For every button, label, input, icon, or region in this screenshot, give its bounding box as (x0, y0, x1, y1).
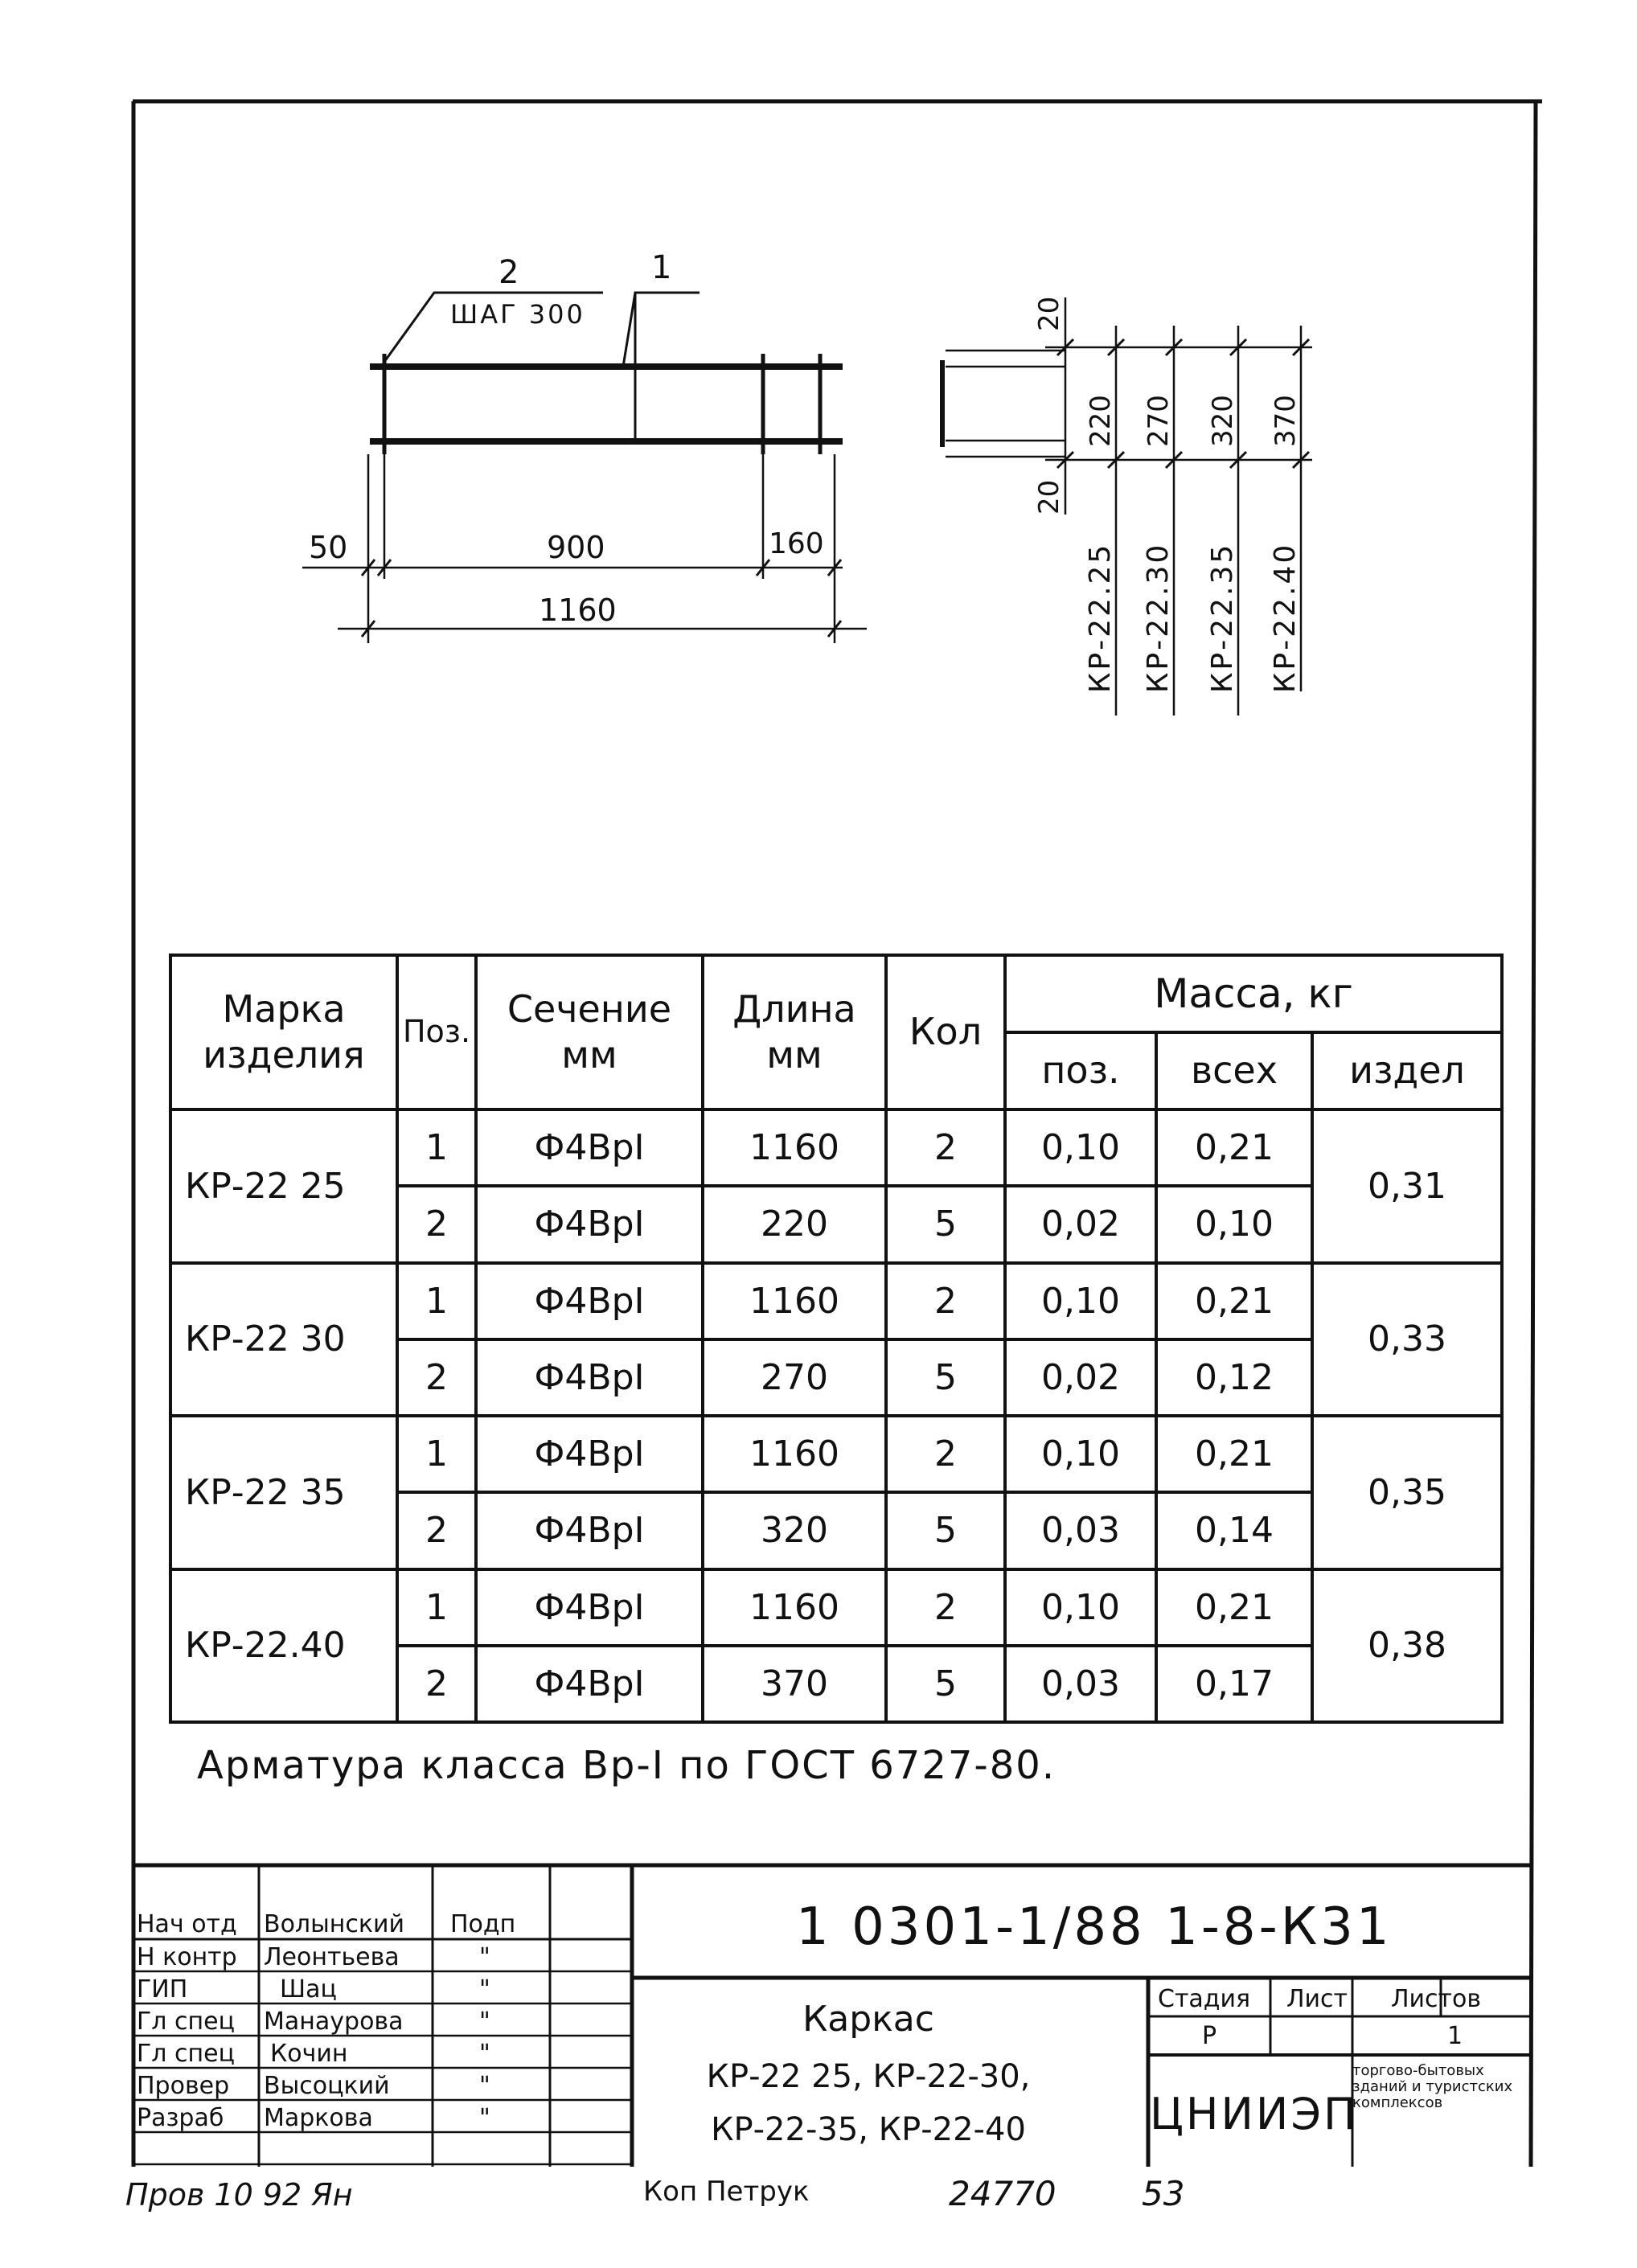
stage-value: Р (1202, 2022, 1217, 2050)
cell-mark: КР-22 25 (170, 1109, 397, 1263)
footer-checked: Пров 10 92 Ян (125, 2177, 353, 2213)
cell-mass-pos: 0,03 (1005, 1492, 1156, 1569)
cell-mass-all: 0,14 (1156, 1492, 1312, 1569)
cell-mark: КР-22 35 (170, 1416, 397, 1569)
cell-mass-all: 0,21 (1156, 1569, 1312, 1646)
signer-name: Шац (280, 1975, 337, 2003)
pitch-label: ШАГ 300 (450, 299, 585, 330)
header-mass: Масса, кг (1005, 955, 1502, 1032)
footer-page: 53 (1142, 2174, 1185, 2213)
cell-section: Ф4ВрI (476, 1646, 703, 1722)
cell-qty: 5 (886, 1186, 1005, 1262)
signer-sign: " (479, 1975, 490, 2003)
leader-label-pos2: 2 (498, 254, 519, 291)
cell-mass-item: 0,35 (1312, 1416, 1502, 1569)
header-qty: Кол (886, 955, 1005, 1109)
cell-mark: КР-22.40 (170, 1569, 397, 1723)
cell-pos: 2 (397, 1339, 476, 1416)
cell-pos: 2 (397, 1646, 476, 1722)
organization-logo: ЦНИИЭП (1150, 2089, 1359, 2139)
dim-total: 1160 (539, 593, 617, 628)
document-code: 1 0301-1/88 1-8-К31 (796, 1897, 1393, 1957)
cell-mass-all: 0,21 (1156, 1263, 1312, 1339)
cell-qty: 5 (886, 1646, 1005, 1722)
footer-copy: Коп Петрук (643, 2176, 810, 2208)
cell-mass-all: 0,17 (1156, 1646, 1312, 1722)
signer-sign: " (479, 2008, 490, 2036)
cell-mass-all: 0,10 (1156, 1186, 1312, 1262)
cell-mass-pos: 0,10 (1005, 1109, 1156, 1186)
signer-sign: " (479, 2040, 490, 2068)
section-height-30: 270 (1143, 395, 1175, 447)
section-height-25: 220 (1085, 395, 1117, 447)
document-subtitle-2: КР-22-35, КР-22-40 (711, 2111, 1026, 2148)
cell-pos: 2 (397, 1492, 476, 1569)
header-mark: Марка изделия (170, 955, 397, 1109)
cell-section: Ф4ВрI (476, 1492, 703, 1569)
cell-qty: 5 (886, 1339, 1005, 1416)
section-height-35: 320 (1207, 395, 1239, 447)
stage-header: Стадия (1158, 1985, 1251, 2013)
cell-pos: 1 (397, 1109, 476, 1186)
table-row (170, 1263, 1502, 1339)
cell-qty: 2 (886, 1569, 1005, 1646)
cell-mass-all: 0,12 (1156, 1339, 1312, 1416)
frame-section-drawing (942, 297, 1312, 716)
table-row (170, 1569, 1502, 1646)
document-title: Каркас (802, 1999, 934, 2040)
signer-role: Провер (137, 2072, 230, 2100)
signer-role: ГИП (137, 1975, 188, 2003)
document-subtitle-1: КР-22 25, КР-22-30, (706, 2058, 1031, 2095)
section-dim-bottom: 20 (1033, 479, 1065, 515)
dim-left: 50 (309, 530, 348, 565)
cell-length: 1160 (703, 1569, 886, 1646)
cell-qty: 2 (886, 1263, 1005, 1339)
signer-sign: Подп (450, 1910, 516, 1938)
cell-mass-pos: 0,03 (1005, 1646, 1156, 1722)
header-mass-item: издел (1312, 1032, 1502, 1109)
footer-number: 24770 (949, 2174, 1056, 2213)
section-dim-top: 20 (1033, 296, 1065, 331)
signer-sign: " (479, 2072, 490, 2100)
signer-name: Кочин (270, 2040, 348, 2068)
header-mass-pos: поз. (1005, 1032, 1156, 1109)
specification-table (169, 954, 1504, 1724)
cell-section: Ф4ВрI (476, 1186, 703, 1262)
sheets-header: Листов (1391, 1985, 1482, 2013)
cell-mass-all: 0,21 (1156, 1416, 1312, 1492)
cell-section: Ф4ВрI (476, 1263, 703, 1339)
sheet-header: Лист (1286, 1985, 1348, 2013)
signer-name: Манаурова (264, 2008, 404, 2036)
header-mass-all: всех (1156, 1032, 1312, 1109)
cell-pos: 1 (397, 1569, 476, 1646)
signer-role: Гл спец (137, 2008, 235, 2036)
signer-role: Гл спец (137, 2040, 235, 2068)
signer-name: Высоцкий (264, 2072, 390, 2100)
cell-mass-pos: 0,10 (1005, 1416, 1156, 1492)
cell-mass-pos: 0,02 (1005, 1186, 1156, 1262)
cell-mass-item: 0,33 (1312, 1263, 1502, 1417)
table-row (170, 1109, 1502, 1186)
cell-pos: 2 (397, 1186, 476, 1262)
cell-section: Ф4ВрI (476, 1339, 703, 1416)
cell-length: 220 (703, 1186, 886, 1262)
reinforcement-note: Арматура класса Вр-I по ГОСТ 6727-80. (197, 1743, 1056, 1788)
section-mark-40: КР-22.40 (1269, 542, 1302, 693)
sheets-value: 1 (1447, 2022, 1463, 2050)
frame-plan-drawing (302, 293, 867, 643)
signer-role: Разраб (137, 2104, 224, 2132)
section-height-40: 370 (1270, 395, 1302, 447)
signer-name: Маркова (264, 2104, 373, 2132)
organization-description: торгово-бытовых зданий и туристских комплексов (1352, 2062, 1513, 2111)
cell-mass-pos: 0,02 (1005, 1339, 1156, 1416)
cell-section: Ф4ВрI (476, 1569, 703, 1646)
signer-name: Леонтьева (264, 1943, 400, 1971)
leader-label-pos1: 1 (651, 249, 672, 286)
cell-length: 1160 (703, 1416, 886, 1492)
cell-pos: 1 (397, 1416, 476, 1492)
signer-role: Н контр (137, 1943, 237, 1971)
cell-pos: 1 (397, 1263, 476, 1339)
cell-qty: 2 (886, 1416, 1005, 1492)
header-section: Сечение мм (476, 955, 703, 1109)
cell-mass-pos: 0,10 (1005, 1263, 1156, 1339)
cell-length: 270 (703, 1339, 886, 1416)
signer-sign: " (479, 1943, 490, 1971)
cell-mass-item: 0,31 (1312, 1109, 1502, 1263)
cell-mark: КР-22 30 (170, 1263, 397, 1417)
cell-length: 370 (703, 1646, 886, 1722)
section-mark-35: КР-22.35 (1206, 542, 1239, 693)
cell-length: 320 (703, 1492, 886, 1569)
cell-length: 1160 (703, 1109, 886, 1186)
cell-section: Ф4ВрI (476, 1109, 703, 1186)
cell-length: 1160 (703, 1263, 886, 1339)
cell-qty: 2 (886, 1109, 1005, 1186)
cell-mass-all: 0,21 (1156, 1109, 1312, 1186)
signer-name: Волынский (264, 1910, 405, 1938)
dim-middle: 900 (547, 530, 605, 565)
section-mark-30: КР-22.30 (1142, 542, 1175, 693)
signer-role: Нач отд (137, 1910, 237, 1938)
section-mark-25: КР-22.25 (1084, 542, 1117, 693)
header-length: Длина мм (703, 955, 886, 1109)
table-row (170, 1416, 1502, 1492)
cell-section: Ф4ВрI (476, 1416, 703, 1492)
cell-mass-pos: 0,10 (1005, 1569, 1156, 1646)
header-pos: Поз. (397, 955, 476, 1109)
signer-sign: " (479, 2104, 490, 2132)
cell-qty: 5 (886, 1492, 1005, 1569)
cell-mass-item: 0,38 (1312, 1569, 1502, 1723)
dim-right: 160 (769, 527, 824, 560)
